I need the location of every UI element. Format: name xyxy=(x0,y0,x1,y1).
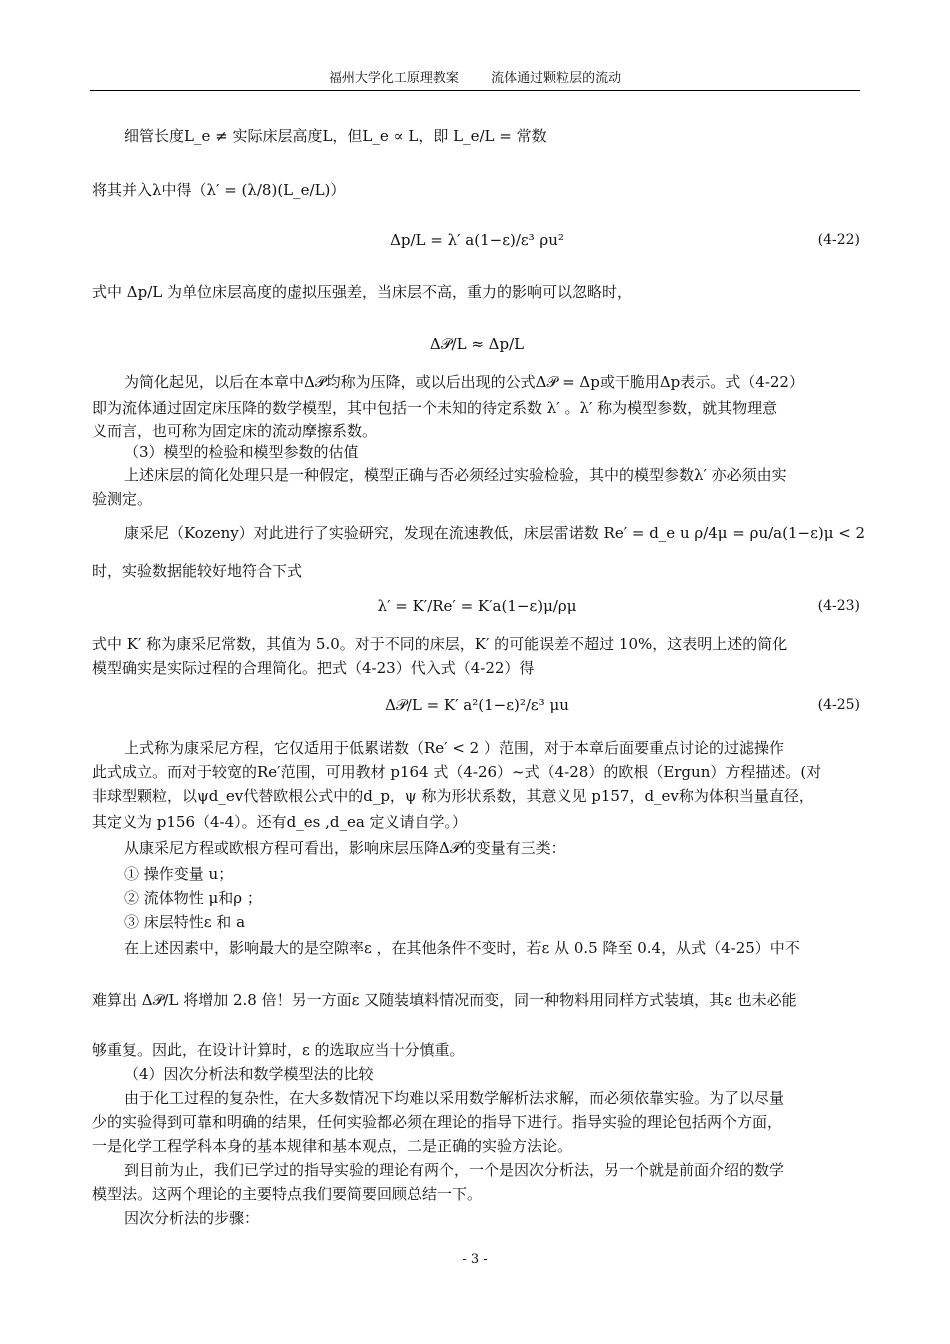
equation-approx: Δ𝒫/L ≈ Δp/L xyxy=(429,335,525,353)
text-line: 细管长度L_e ≠ 实际床层高度L，但L_e ∝ L，即 L_e/L = 常数 xyxy=(124,127,547,145)
page-header xyxy=(90,70,860,91)
equation-number: (4-25) xyxy=(817,697,860,713)
equation-4-25: Δ𝒫/L = K′ a²(1−ε)²/ε³ μu xyxy=(385,696,569,714)
text-line: 式中 Δp/L 为单位床层高度的虚拟压强差，当床层不高，重力的影响可以忽略时， xyxy=(92,283,632,301)
section-heading: （4）因次分析法和数学模型法的比较 xyxy=(124,1065,374,1083)
text-line: 此式成立。而对于较宽的Re′范围，可用教材 p164 式（4-26）~式（4-28）的欧根（Ergun）方程描述。(对 xyxy=(92,763,822,781)
text-line: 模型法。这两个理论的主要特点我们要简要回顾总结一下。 xyxy=(92,1185,483,1203)
equation-4-22: Δp/L = λ′ a(1−ε)/ε³ ρu² xyxy=(390,231,564,249)
text-line: 验测定。 xyxy=(92,490,153,508)
text-line: 到目前为止，我们已学过的指导实验的理论有两个，一个是因次分析法，另一个就是前面介绍的数学 xyxy=(124,1161,785,1179)
text-line: 在上述因素中，影响最大的是空隙率ε ，在其他条件不变时，若ε 从 0.5 降至 0.4，从式（4-25）中不 xyxy=(124,939,800,957)
list-item: ① 操作变量 u； xyxy=(124,865,234,883)
text-line: 上述床层的简化处理只是一种假定，模型正确与否必须经过实验检验，其中的模型参数λ′ 亦必须由实 xyxy=(124,466,787,484)
text-line: 够重复。因此，在设计计算时，ε 的选取应当十分慎重。 xyxy=(92,1041,465,1059)
header-chapter-title: 流体通过颗粒层的流动 xyxy=(491,71,622,86)
text-line: 因次分析法的步骤： xyxy=(124,1209,260,1227)
text-line: 上式称为康采尼方程，它仅适用于低累诺数（Re′ < 2 ）范围，对于本章后面要重点讨论的过滤操作 xyxy=(124,739,784,757)
text-line: 难算出 Δ𝒫/L 将增加 2.8 倍！另一方面ε 又随装填料情况而变，同一种物料用同样方式装填，其ε 也未必能 xyxy=(92,991,797,1009)
list-item: ③ 床层特性ε 和 a xyxy=(124,913,246,931)
text-line: 从康采尼方程或欧根方程可看出，影响床层压降Δ𝒫的变量有三类： xyxy=(124,839,566,857)
page-number: - 3 - xyxy=(462,1252,488,1267)
text-line: 为简化起见，以后在本章中Δ𝒫均称为压降，或以后出现的公式Δ𝒫 = Δp或干脆用Δp表示。式（4-22） xyxy=(124,373,804,391)
text-line: 少的实验得到可靠和明确的结果，任何实验都必须在理论的指导下进行。指导实验的理论包括两个方面， xyxy=(92,1113,783,1131)
text-line: 非球型颗粒，以ψd_ev代替欧根公式中的d_p，ψ 称为形状系数，其意义见 p157，d_ev称为体积当量直径， xyxy=(92,787,814,805)
text-line: 义而言，也可称为固定床的流动摩擦系数。 xyxy=(92,422,378,440)
text-line: 一是化学工程学科本身的基本规律和基本观点，二是正确的实验方法论。 xyxy=(92,1137,573,1155)
equation-4-23: λ′ = K′/Re′ = K′a(1−ε)μ/ρμ xyxy=(377,597,577,615)
text-line: 其定义为 p156（4-4）。还有d_es ,d_ea 定义请自学。） xyxy=(92,813,468,831)
text-line: 式中 K′ 称为康采尼常数，其值为 5.0。对于不同的床层，K′ 的可能误差不超过 10%，这表明上述的简化 xyxy=(92,635,788,653)
section-heading: （3）模型的检验和模型参数的估值 xyxy=(124,443,359,461)
text-line: 即为流体通过固定床压降的数学模型，其中包括一个未知的待定系数 λ′ 。λ′ 称为模型参数，就其物理意 xyxy=(92,399,778,417)
equation-number: (4-22) xyxy=(817,232,860,248)
text-line: 模型确实是实际过程的合理简化。把式（4-23）代入式（4-22）得 xyxy=(92,659,535,677)
text-line: 由于化工过程的复杂性，在大多数情况下均难以采用数学解析法求解，而必须依靠实验。为了以尽量 xyxy=(124,1089,785,1107)
text-line: 康采尼（Kozeny）对此进行了实验研究，发现在流速教低，床层雷诺数 Re′ = d_e u ρ/4μ = ρu/a(1−ε)μ < 2 xyxy=(124,524,866,542)
text-line: 将其并入λ中得（λ′ = (λ/8)(L_e/L)） xyxy=(92,181,346,199)
header-course-title: 福州大学化工原理教案 xyxy=(328,71,459,86)
list-item: ② 流体物性 μ和ρ ； xyxy=(124,889,262,907)
text-line: 时，实验数据能较好地符合下式 xyxy=(92,562,303,580)
equation-number: (4-23) xyxy=(817,598,860,614)
